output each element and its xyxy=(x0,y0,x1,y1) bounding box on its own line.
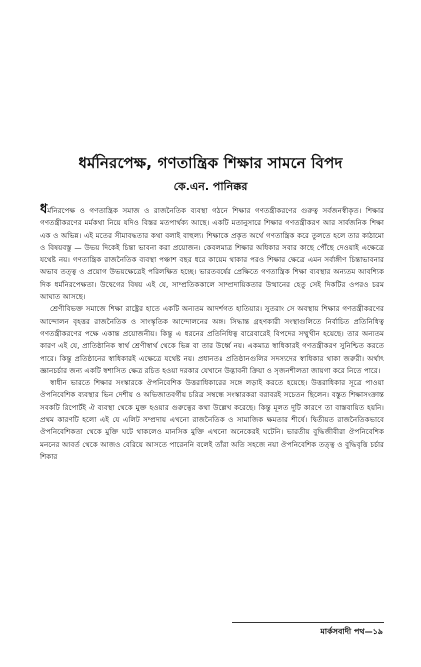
article-author: কে.এন. পানিক্কর xyxy=(173,180,248,193)
paragraph-1 xyxy=(40,202,384,303)
paragraph-2: শ্রেণীবিভক্ত সমাজে শিক্ষা রাষ্ট্রের হাতে একটি অন্যতম আদর্শগত হাতিয়ার। সুতরাং সে অবস্থায় শিক্ষার গণতন্ত্রীকরণের আন্দোলন বৃহত্তর রাজনৈতিক ও সাংস্কৃতিক আন্দোলনের অঙ্গ। সিদ্ধান্ত গ্রহণকারী সংস্থাগুলিতে নির্বাচিত প্রতিনিধিত্ব গণতন্ত্রীকরণের পক্ষে একান্ত প্রয়োজনীয়। কিন্তু এ ধরনের প্রতিনিধিত্ব বারেবারেই বিপদের সম্মুখীন হয়েছে। তার অন্যতম কারণ এই যে, প্রাতিষ্ঠানিক স্বার্থ শ্রেণীস্বার্থ থেকে ভিন্ন বা তার উর্ধ্বে নয়। একমাত্র স্বাধিকারই গণতন্ত্রীকরণ সুনিশ্চিত করতে পারে। কিন্তু প্রতিষ্ঠানের স্বাধিকারই এক্ষেত্রে যথেষ্ট নয়। প্রধানতঃ প্রতিষ্ঠানগুলির সদস্যদের স্বাধিকার থাকা জরুরী। অর্থাৎ জ্ঞানচর্চার জন্য একটি স্বশাসিত ক্ষেত্র রচিত হওয়া দরকার যেখানে উদ্ভাবনী ক্রিয়া ও সৃজনশীলতা জায়গা করে নিতে পারে। xyxy=(40,304,384,375)
paragraph-3: স্বাধীন ভারতে শিক্ষার সংস্কারকে ঔপনিবেশিক উত্তরাধিকারের সঙ্গে লড়াই করতে হয়েছে। উত্তরাধিকার সূত্রে পাওয়া ঔপনিবেশিক ব্যবস্থার ভিন দেশীয় ও অভিজাতবর্গীয় চরিত্র সম্বন্ধে সংস্কারকরা বরাবরই সচেতন ছিলেন। বস্তুত শিক্ষাসংক্রান্ত সবকটি রিপোর্টই ঐ ব্যবস্থা থেকে মুক্ত হওয়ার গুরুত্বের কথা উল্লেখ করেছে। কিন্তু মূলত দুটি কারণে তা বাস্তবায়িত হয়নি। প্রথম কারণটি হলো এই যে এলিট সম্প্রদায় এখনো রাজনৈতিক ও সামাজিক ক্ষমতার শীর্ষে। দ্বিতীয়ত রাজনৈতিকভাবে ঔপনিবেশিকতা থেকে মুক্তি ঘটে থাকলেও মানসিক মুক্তি এখনো অনেকেরই ঘটেনি। ভারতীয় বুদ্ধিজীবীরা ঔপনিবেশিক মননের আবর্ত থেকে আজও বেরিয়ে আসতে পারেননি বলেই তাঁরা অতি সহজে নয়া ঔপনিবেশিক তত্ত্ব ও বুদ্ধিবৃত্তি চর্চার শিকার xyxy=(40,378,384,461)
article-title: ধর্মনিরপেক্ষ, গণতান্ত্রিক শিক্ষার সামনে বিপদ xyxy=(78,154,343,172)
page-footer: মার্কসবাদী পথ—১৯ xyxy=(320,627,383,636)
footer-divider xyxy=(232,622,384,623)
article-body xyxy=(40,202,384,463)
drop-cap: ধ xyxy=(40,202,48,217)
paragraph-1-text: র্মনিরপেক্ষ ও গণতান্ত্রিক সমাজ ও রাজনৈতিক ব্যবস্থা গঠনে শিক্ষার গণতন্ত্রীকরণের গুরুত্ব সর্বজনস্বীকৃত। শিক্ষার গণতন্ত্রীকরণের মর্মকথা নিয়ে যদিও বিস্তর মতপার্থক্য আছে। একটি মতানুসারে শিক্ষার গণতন্ত্রীকরণ আর সার্বজনিক শিক্ষা এক ও অভিন্ন। এই মতের সীমাবদ্ধতার কথা বলাই বাহুল্য। শিক্ষাকে প্রকৃত অর্থে গণতান্ত্রিক করে তুলতে হলে তার কাঠামো ও বিষয়বস্তু — উভয় দিকেই চিন্তা ভাবনা করা প্রয়োজন। কেবলমাত্র শিক্ষার অধিকার সবার কাছে পৌঁছে দেওয়াই এক্ষেত্রে যথেষ্ট নয়। গণতান্ত্রিক রাজনৈতিক ব্যবস্থা পঞ্চাশ বছর ধরে কায়েম থাকার পরও শিক্ষার ক্ষেত্রে এমন সর্বাঙ্গীণ চিন্তাভাবনার অভাব তত্ত্ব ও প্রয়োগ উভয়ক্ষেত্রেই পরিলক্ষিত হচ্ছে। ভারতবর্ষের প্রেক্ষিতে গণতান্ত্রিক শিক্ষা ব্যবস্থার অন্যতম আবশ্যিক দিক ধর্মনিরপেক্ষতা। উদ্বেগের বিষয় এই যে, সাম্প্রতিককালে সাম্প্রদায়িকতার উত্থানের হেতু সেই দিকটির ওপরও চরম আঘাত আসছে। xyxy=(40,206,384,302)
